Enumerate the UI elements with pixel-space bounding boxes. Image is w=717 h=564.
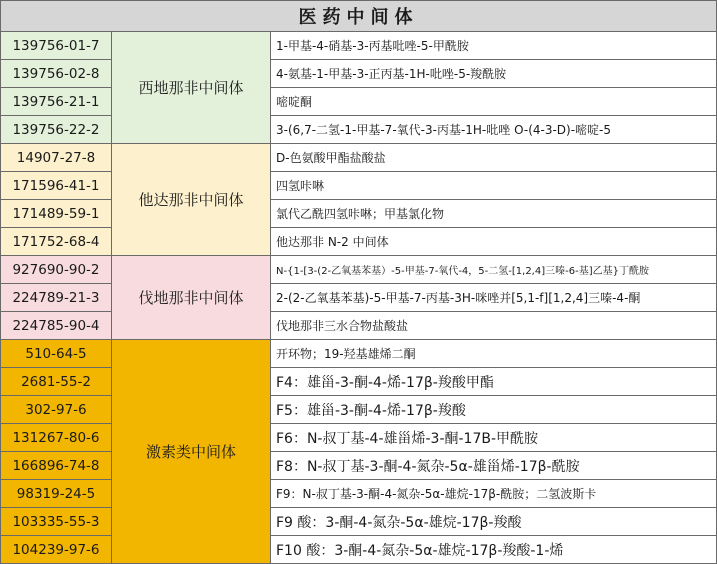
title-row: [1, 1, 717, 32]
compound-name: F9：N-叔丁基-3-酮-4-氮杂-5α-雄烷-17β-酰胺；二氢波斯卡: [271, 480, 717, 508]
compound-name: 开环物；19-羟基雄烯二酮: [271, 340, 717, 368]
compound-name: N-{1-[3-(2-乙氧基苯基）-5-甲基-7-氧代-4，5-二氢-[1,2,4]三嗪-6-基]乙基}丁酰胺: [271, 256, 717, 284]
cas-number: 139756-21-1: [1, 88, 112, 116]
compound-name: 3-(6,7-二氢-1-甲基-7-氧代-3-丙基-1H-吡唑 O-(4-3-D)-嘧啶-5: [271, 116, 717, 144]
cas-number: 302-97-6: [1, 396, 112, 424]
compound-name: 嘧啶酮: [271, 88, 717, 116]
cas-number: 171752-68-4: [1, 228, 112, 256]
cas-number: 14907-27-8: [1, 144, 112, 172]
cas-number: 166896-74-8: [1, 452, 112, 480]
cas-number: 139756-02-8: [1, 60, 112, 88]
table-row: [1, 88, 717, 116]
compound-name: F4：雄甾-3-酮-4-烯-17β-羧酸甲酯: [271, 368, 717, 396]
table-row: [1, 480, 717, 508]
compound-name: 四氢咔啉: [271, 172, 717, 200]
compound-name: F9 酸：3-酮-4-氮杂-5α-雄烷-17β-羧酸: [271, 508, 717, 536]
compound-name: F8：N-叔丁基-3-酮-4-氮杂-5α-雄甾烯-17β-酰胺: [271, 452, 717, 480]
compound-name: 1-甲基-4-硝基-3-丙基吡唑-5-甲酰胺: [271, 32, 717, 60]
cas-number: 104239-97-6: [1, 536, 112, 564]
compound-name: 氯代乙酰四氢咔啉；甲基氯化物: [271, 200, 717, 228]
compound-name: 他达那非 N-2 中间体: [271, 228, 717, 256]
cas-number: 139756-22-2: [1, 116, 112, 144]
category-label: 激素类中间体: [112, 340, 271, 564]
cas-number: 2681-55-2: [1, 368, 112, 396]
table-row: [1, 452, 717, 480]
category-label: 西地那非中间体: [112, 32, 271, 144]
table-row: [1, 340, 717, 368]
cas-number: 131267-80-6: [1, 424, 112, 452]
table-row: [1, 32, 717, 60]
compound-name: 4-氨基-1-甲基-3-正丙基-1H-吡唑-5-羧酰胺: [271, 60, 717, 88]
compound-name: D-色氨酸甲酯盐酸盐: [271, 144, 717, 172]
table-row: [1, 424, 717, 452]
cas-number: 139756-01-7: [1, 32, 112, 60]
compound-name: 伐地那非三水合物盐酸盐: [271, 312, 717, 340]
table-row: [1, 256, 717, 284]
table-title: 医药中间体: [1, 1, 717, 32]
cas-number: 171489-59-1: [1, 200, 112, 228]
table-row: [1, 508, 717, 536]
compound-name: F10 酸：3-酮-4-氮杂-5α-雄烷-17β-羧酸-1-烯: [271, 536, 717, 564]
table-row: [1, 312, 717, 340]
cas-number: 98319-24-5: [1, 480, 112, 508]
compound-name: F5：雄甾-3-酮-4-烯-17β-羧酸: [271, 396, 717, 424]
table-row: [1, 60, 717, 88]
cas-number: 927690-90-2: [1, 256, 112, 284]
cas-number: 171596-41-1: [1, 172, 112, 200]
cas-number: 103335-55-3: [1, 508, 112, 536]
cas-number: 510-64-5: [1, 340, 112, 368]
table-row: [1, 172, 717, 200]
table-row: [1, 228, 717, 256]
category-label: 伐地那非中间体: [112, 256, 271, 340]
table-row: [1, 284, 717, 312]
table-row: [1, 116, 717, 144]
category-label: 他达那非中间体: [112, 144, 271, 256]
cas-number: 224789-21-3: [1, 284, 112, 312]
compound-name: F6：N-叔丁基-4-雄甾烯-3-酮-17Β-甲酰胺: [271, 424, 717, 452]
table-row: [1, 536, 717, 564]
compound-name: 2-(2-乙氧基苯基)-5-甲基-7-丙基-3H-咪唑并[5,1-f][1,2,4]三嗪-4-酮: [271, 284, 717, 312]
table-row: [1, 200, 717, 228]
cas-number: 224785-90-4: [1, 312, 112, 340]
table-row: [1, 368, 717, 396]
table-row: [1, 396, 717, 424]
table-row: [1, 144, 717, 172]
